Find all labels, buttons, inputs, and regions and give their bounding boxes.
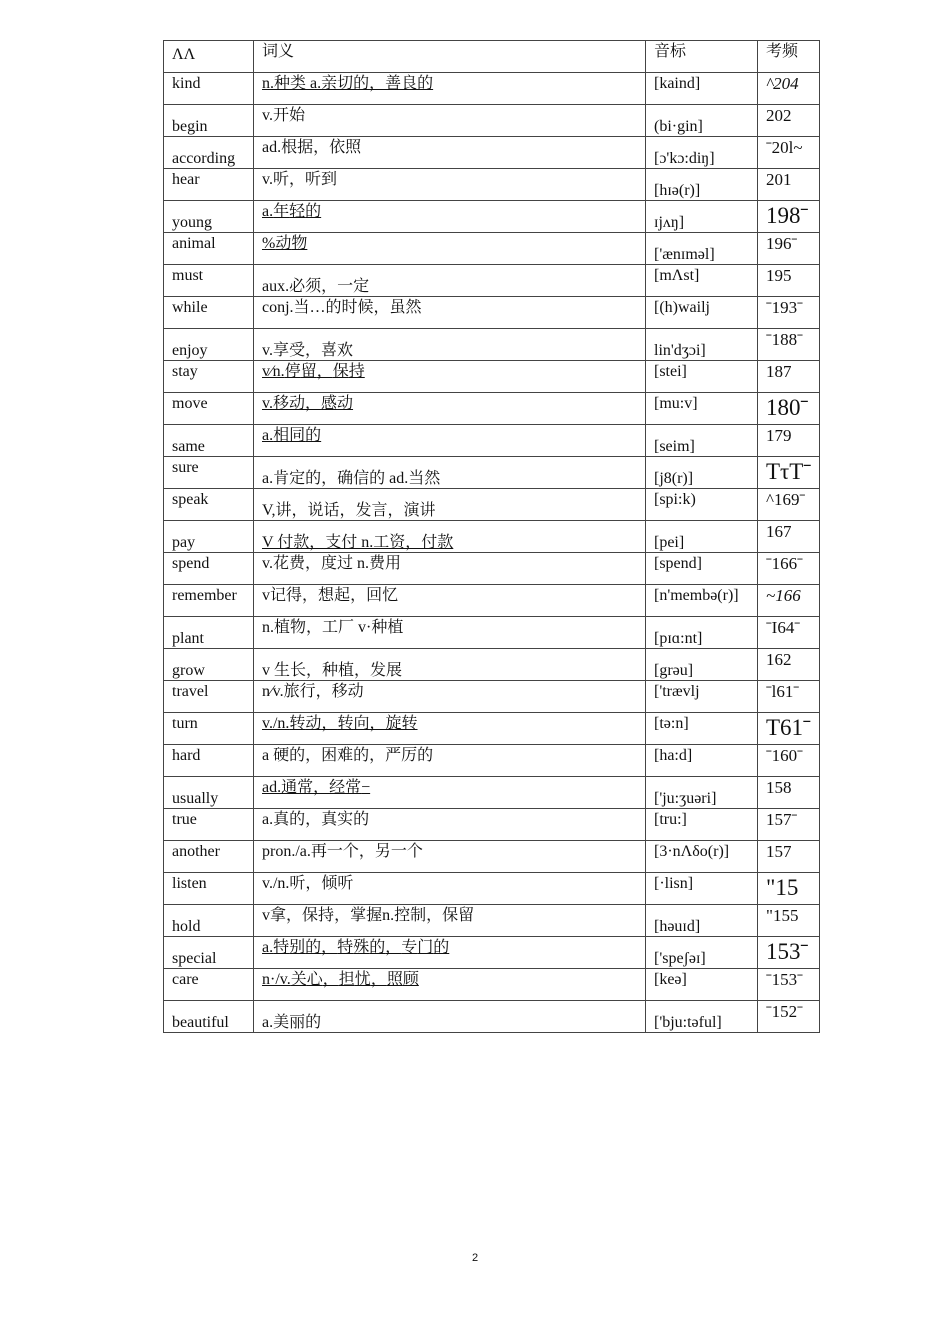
meaning-token: % bbox=[262, 235, 276, 252]
frequency-cell: ˉ188ˉ bbox=[758, 329, 820, 361]
meaning-cell: ad.根据，依照 bbox=[254, 137, 646, 169]
phonetic-cell: [spi:k) bbox=[646, 489, 758, 521]
meaning-token: ， bbox=[302, 587, 319, 604]
word-cell: care bbox=[164, 969, 254, 1001]
phonetic-cell: [kaind] bbox=[646, 73, 758, 105]
meaning-token: 相 bbox=[273, 427, 290, 444]
frequency-cell: ˉ193ˉ bbox=[758, 297, 820, 329]
frequency-cell: 157 bbox=[758, 841, 820, 873]
table-header-row bbox=[164, 41, 820, 73]
meaning-token: ， bbox=[305, 395, 322, 412]
frequency-cell: 158 bbox=[758, 777, 820, 809]
table-row bbox=[164, 809, 820, 841]
meaning-token: 制 bbox=[410, 907, 427, 924]
word-cell: same bbox=[164, 425, 254, 457]
meaning-token: 想 bbox=[318, 587, 335, 604]
meaning-token: 关 bbox=[290, 971, 307, 988]
frequency-cell: ^204 bbox=[758, 73, 820, 105]
table-row bbox=[164, 841, 820, 873]
meaning-token: ， bbox=[334, 907, 351, 924]
meaning-token: 保 bbox=[332, 363, 349, 380]
table-row bbox=[164, 329, 820, 361]
phonetic-cell: [həuɪd] bbox=[646, 905, 758, 937]
meaning-token: 照 bbox=[386, 971, 403, 988]
word-cell: listen bbox=[164, 873, 254, 905]
frequency-cell: ˉl61ˉ bbox=[758, 681, 820, 713]
meaning-token: ， bbox=[370, 971, 387, 988]
phonetic-cell: ɪjʌŋ] bbox=[646, 201, 758, 233]
word-cell: travel bbox=[164, 681, 254, 713]
meaning-cell: pron./a.再一个，另一个 bbox=[254, 841, 646, 873]
phonetic-cell: [spend] bbox=[646, 553, 758, 585]
meaning-token: 拿 bbox=[270, 907, 287, 924]
meaning-token: ， bbox=[321, 715, 338, 732]
meaning-token: 别 bbox=[289, 939, 306, 956]
table-row bbox=[164, 297, 820, 329]
meaning-token: 的 bbox=[305, 939, 322, 956]
meaning-token: ， bbox=[286, 907, 303, 924]
table-row bbox=[164, 1001, 820, 1033]
frequency-cell: 157ˉ bbox=[758, 809, 820, 841]
meaning-token: v⁄n. bbox=[262, 363, 285, 380]
meaning-cell: v.开始 bbox=[254, 105, 646, 137]
word-cell: according bbox=[164, 137, 254, 169]
word-cell: true bbox=[164, 809, 254, 841]
word-cell: hear bbox=[164, 169, 254, 201]
phonetic-cell: [mΛst] bbox=[646, 265, 758, 297]
meaning-token: 留 bbox=[458, 907, 475, 924]
phonetic-cell: ['speʃəɪ] bbox=[646, 937, 758, 969]
phonetic-cell: lin'dʒɔi] bbox=[646, 329, 758, 361]
phonetic-cell: [tru:] bbox=[646, 809, 758, 841]
frequency-cell: 198ˉ bbox=[758, 201, 820, 233]
phonetic-cell: ['ænɪməl] bbox=[646, 233, 758, 265]
meaning-token: 的 bbox=[305, 203, 322, 220]
frequency-cell: T61ˉ bbox=[758, 713, 820, 745]
word-cell: usually bbox=[164, 777, 254, 809]
meaning-token: 顾 bbox=[402, 971, 419, 988]
frequency-cell: ˉ166ˉ bbox=[758, 553, 820, 585]
table-row bbox=[164, 585, 820, 617]
meaning-token: 留 bbox=[300, 363, 317, 380]
meaning-token: 停 bbox=[284, 363, 301, 380]
meaning-token: 同 bbox=[289, 427, 306, 444]
table-row bbox=[164, 73, 820, 105]
word-cell: speak bbox=[164, 489, 254, 521]
meaning-cell: a.真的，真实的 bbox=[254, 809, 646, 841]
table-row bbox=[164, 937, 820, 969]
meaning-token: 移 bbox=[272, 395, 289, 412]
meaning-token: 动 bbox=[288, 395, 305, 412]
meaning-token: 年 bbox=[273, 203, 290, 220]
table-row bbox=[164, 617, 820, 649]
meaning-token: v bbox=[262, 907, 270, 924]
meaning-token: v bbox=[262, 587, 270, 604]
meaning-token: 控 bbox=[394, 907, 411, 924]
phonetic-cell: [3·nΛδo(r)] bbox=[646, 841, 758, 873]
meaning-token: 心 bbox=[306, 971, 323, 988]
meaning-cell: n.植物，工厂 v·种植 bbox=[254, 617, 646, 649]
meaning-token: ， bbox=[369, 715, 386, 732]
meaning-cell: V,讲，说话，发言，演讲 bbox=[254, 489, 646, 521]
word-cell: hold bbox=[164, 905, 254, 937]
header-frequency: 考频 bbox=[758, 41, 820, 73]
meaning-cell: a 硬的，困难的，严厉的 bbox=[254, 745, 646, 777]
meaning-token: 忆 bbox=[382, 587, 399, 604]
meaning-cell: n.种类 a.亲切的，善良的 bbox=[254, 73, 646, 105]
header-phonetic: 音标 bbox=[646, 41, 758, 73]
meaning-token: ， bbox=[316, 363, 333, 380]
phonetic-cell: [pei] bbox=[646, 521, 758, 553]
meaning-token: 特 bbox=[337, 939, 354, 956]
table-row bbox=[164, 553, 820, 585]
phonetic-cell: [tə:n] bbox=[646, 713, 758, 745]
meaning-token: 转 bbox=[401, 715, 418, 732]
meaning-cell bbox=[254, 713, 646, 745]
meaning-token: 殊 bbox=[353, 939, 370, 956]
meaning-token: v. bbox=[262, 395, 273, 412]
meaning-token: ， bbox=[426, 907, 443, 924]
table-row bbox=[164, 649, 820, 681]
frequency-cell: 187 bbox=[758, 361, 820, 393]
phonetic-cell: ['bju:təful] bbox=[646, 1001, 758, 1033]
meaning-token: 动 bbox=[337, 395, 354, 412]
meaning-cell bbox=[254, 201, 646, 233]
phonetic-cell: [(h)wailj bbox=[646, 297, 758, 329]
meaning-cell: n⁄v.旅行，移动 bbox=[254, 681, 646, 713]
meaning-cell: v.享受，喜欢 bbox=[254, 329, 646, 361]
table-row bbox=[164, 233, 820, 265]
meaning-token: 转 bbox=[337, 715, 354, 732]
table-row bbox=[164, 681, 820, 713]
meaning-cell: v./n.听，倾听 bbox=[254, 873, 646, 905]
meaning-token: 门 bbox=[417, 939, 434, 956]
table-row bbox=[164, 137, 820, 169]
frequency-cell: "155 bbox=[758, 905, 820, 937]
word-cell: kind bbox=[164, 73, 254, 105]
meaning-token: 的 bbox=[369, 939, 386, 956]
phonetic-cell: [hɪə(r)] bbox=[646, 169, 758, 201]
phonetic-cell: [j8(r)] bbox=[646, 457, 758, 489]
meaning-token: ， bbox=[321, 939, 338, 956]
meaning-token: 保 bbox=[442, 907, 459, 924]
meaning-token: 回 bbox=[366, 587, 383, 604]
meaning-token: ， bbox=[350, 587, 367, 604]
meaning-cell bbox=[254, 777, 646, 809]
phonetic-cell: [n'membə(r)] bbox=[646, 585, 758, 617]
meaning-token: n. bbox=[382, 907, 395, 924]
meaning-token: a. bbox=[262, 427, 274, 444]
word-cell: move bbox=[164, 393, 254, 425]
meaning-cell: v.听，听到 bbox=[254, 169, 646, 201]
frequency-cell: 196ˉ bbox=[758, 233, 820, 265]
meaning-token: 的 bbox=[433, 939, 450, 956]
meaning-cell bbox=[254, 969, 646, 1001]
table-row bbox=[164, 521, 820, 553]
meaning-token: 转 bbox=[289, 715, 306, 732]
meaning-cell bbox=[254, 585, 646, 617]
meaning-token: 担 bbox=[338, 971, 355, 988]
word-cell: beautiful bbox=[164, 1001, 254, 1033]
word-cell: enjoy bbox=[164, 329, 254, 361]
table-row bbox=[164, 425, 820, 457]
frequency-cell: TτTˉ bbox=[758, 457, 820, 489]
word-cell: hard bbox=[164, 745, 254, 777]
meaning-cell: v 生长，种植，发展 bbox=[254, 649, 646, 681]
meaning-token: 的 bbox=[305, 427, 322, 444]
phonetic-cell: [keə] bbox=[646, 969, 758, 1001]
table-row bbox=[164, 265, 820, 297]
vocab-table bbox=[163, 40, 820, 1033]
word-cell: animal bbox=[164, 233, 254, 265]
meaning-token: 轻 bbox=[289, 203, 306, 220]
meaning-token: n·/v. bbox=[262, 971, 291, 988]
frequency-cell: 195 bbox=[758, 265, 820, 297]
meaning-cell: a.肯定的，确信的 ad.当然 bbox=[254, 457, 646, 489]
meaning-token: ， bbox=[322, 971, 339, 988]
frequency-cell: 202 bbox=[758, 105, 820, 137]
phonetic-cell: ['trævlj bbox=[646, 681, 758, 713]
word-cell: grow bbox=[164, 649, 254, 681]
meaning-token: 专 bbox=[401, 939, 418, 956]
meaning-token: 特 bbox=[273, 939, 290, 956]
meaning-cell bbox=[254, 393, 646, 425]
meaning-cell: aux.必须，一定 bbox=[254, 265, 646, 297]
meaning-tail: − bbox=[361, 779, 371, 796]
meaning-token: 记 bbox=[270, 587, 287, 604]
table-row bbox=[164, 489, 820, 521]
meaning-cell bbox=[254, 905, 646, 937]
table-row bbox=[164, 745, 820, 777]
table-row bbox=[164, 201, 820, 233]
phonetic-cell: [seim] bbox=[646, 425, 758, 457]
page-number: 2 bbox=[471, 1252, 479, 1264]
meaning-token: v./n. bbox=[262, 715, 290, 732]
meaning-token: 得 bbox=[286, 587, 303, 604]
frequency-cell: 162 bbox=[758, 649, 820, 681]
word-cell: spend bbox=[164, 553, 254, 585]
table-row bbox=[164, 361, 820, 393]
frequency-cell: ˉ153ˉ bbox=[758, 969, 820, 1001]
meaning-text: ad.通常，经常 bbox=[262, 779, 362, 796]
meaning-token: 物 bbox=[291, 235, 308, 252]
phonetic-cell: [mu:v] bbox=[646, 393, 758, 425]
word-cell: while bbox=[164, 297, 254, 329]
word-cell: sure bbox=[164, 457, 254, 489]
frequency-cell: ˉ160ˉ bbox=[758, 745, 820, 777]
word-cell: begin bbox=[164, 105, 254, 137]
meaning-cell bbox=[254, 425, 646, 457]
table-row bbox=[164, 969, 820, 1001]
table-row bbox=[164, 457, 820, 489]
phonetic-cell: [grəu] bbox=[646, 649, 758, 681]
word-cell: another bbox=[164, 841, 254, 873]
meaning-token: 动 bbox=[275, 235, 292, 252]
word-cell: must bbox=[164, 265, 254, 297]
word-cell: young bbox=[164, 201, 254, 233]
phonetic-cell: [·lisn] bbox=[646, 873, 758, 905]
word-cell: remember bbox=[164, 585, 254, 617]
meaning-cell bbox=[254, 233, 646, 265]
meaning-cell: v.花费，度过 n.费用 bbox=[254, 553, 646, 585]
meaning-cell: V 付款，支付 n.工资，付款 bbox=[254, 521, 646, 553]
table-row bbox=[164, 777, 820, 809]
frequency-cell: ˉI64ˉ bbox=[758, 617, 820, 649]
meaning-token: 持 bbox=[348, 363, 365, 380]
frequency-cell: 153ˉ bbox=[758, 937, 820, 969]
header-word: ΛΛ bbox=[164, 41, 254, 73]
meaning-token: 感 bbox=[321, 395, 338, 412]
meaning-token: 向 bbox=[353, 715, 370, 732]
meaning-token: 掌 bbox=[350, 907, 367, 924]
meaning-token: a. bbox=[262, 939, 274, 956]
word-cell: plant bbox=[164, 617, 254, 649]
frequency-cell: 179 bbox=[758, 425, 820, 457]
meaning-token: 握 bbox=[366, 907, 383, 924]
frequency-cell: 167 bbox=[758, 521, 820, 553]
word-cell: turn bbox=[164, 713, 254, 745]
meaning-token: ， bbox=[385, 939, 402, 956]
table-row bbox=[164, 713, 820, 745]
header-meaning: 词义 bbox=[254, 41, 646, 73]
frequency-cell: ^169ˉ bbox=[758, 489, 820, 521]
frequency-cell: "15 bbox=[758, 873, 820, 905]
meaning-cell: a.美丽的 bbox=[254, 1001, 646, 1033]
meaning-cell bbox=[254, 361, 646, 393]
meaning-cell bbox=[254, 937, 646, 969]
phonetic-cell: [ha:d] bbox=[646, 745, 758, 777]
table-row bbox=[164, 393, 820, 425]
word-cell: pay bbox=[164, 521, 254, 553]
frequency-cell: ˉ152ˉ bbox=[758, 1001, 820, 1033]
table-row bbox=[164, 105, 820, 137]
meaning-token: 起 bbox=[334, 587, 351, 604]
meaning-token: 动 bbox=[305, 715, 322, 732]
phonetic-cell: [stei] bbox=[646, 361, 758, 393]
word-cell: stay bbox=[164, 361, 254, 393]
table-row bbox=[164, 169, 820, 201]
meaning-token: 旋 bbox=[385, 715, 402, 732]
meaning-cell: conj.当…的时候，虽然 bbox=[254, 297, 646, 329]
meaning-token: a. bbox=[262, 203, 274, 220]
frequency-cell: 180ˉ bbox=[758, 393, 820, 425]
phonetic-cell: [pɪɑ:nt] bbox=[646, 617, 758, 649]
frequency-cell: ~166 bbox=[758, 585, 820, 617]
word-cell: special bbox=[164, 937, 254, 969]
meaning-token: 持 bbox=[318, 907, 335, 924]
table-row bbox=[164, 873, 820, 905]
meaning-token: 忧 bbox=[354, 971, 371, 988]
phonetic-cell: ['ju:ʒuəri] bbox=[646, 777, 758, 809]
frequency-cell: ˉ20l~ bbox=[758, 137, 820, 169]
frequency-cell: 201 bbox=[758, 169, 820, 201]
meaning-token: 保 bbox=[302, 907, 319, 924]
table-row bbox=[164, 905, 820, 937]
phonetic-cell: [ɔ'kɔ:diŋ] bbox=[646, 137, 758, 169]
phonetic-cell: (bi·gin] bbox=[646, 105, 758, 137]
